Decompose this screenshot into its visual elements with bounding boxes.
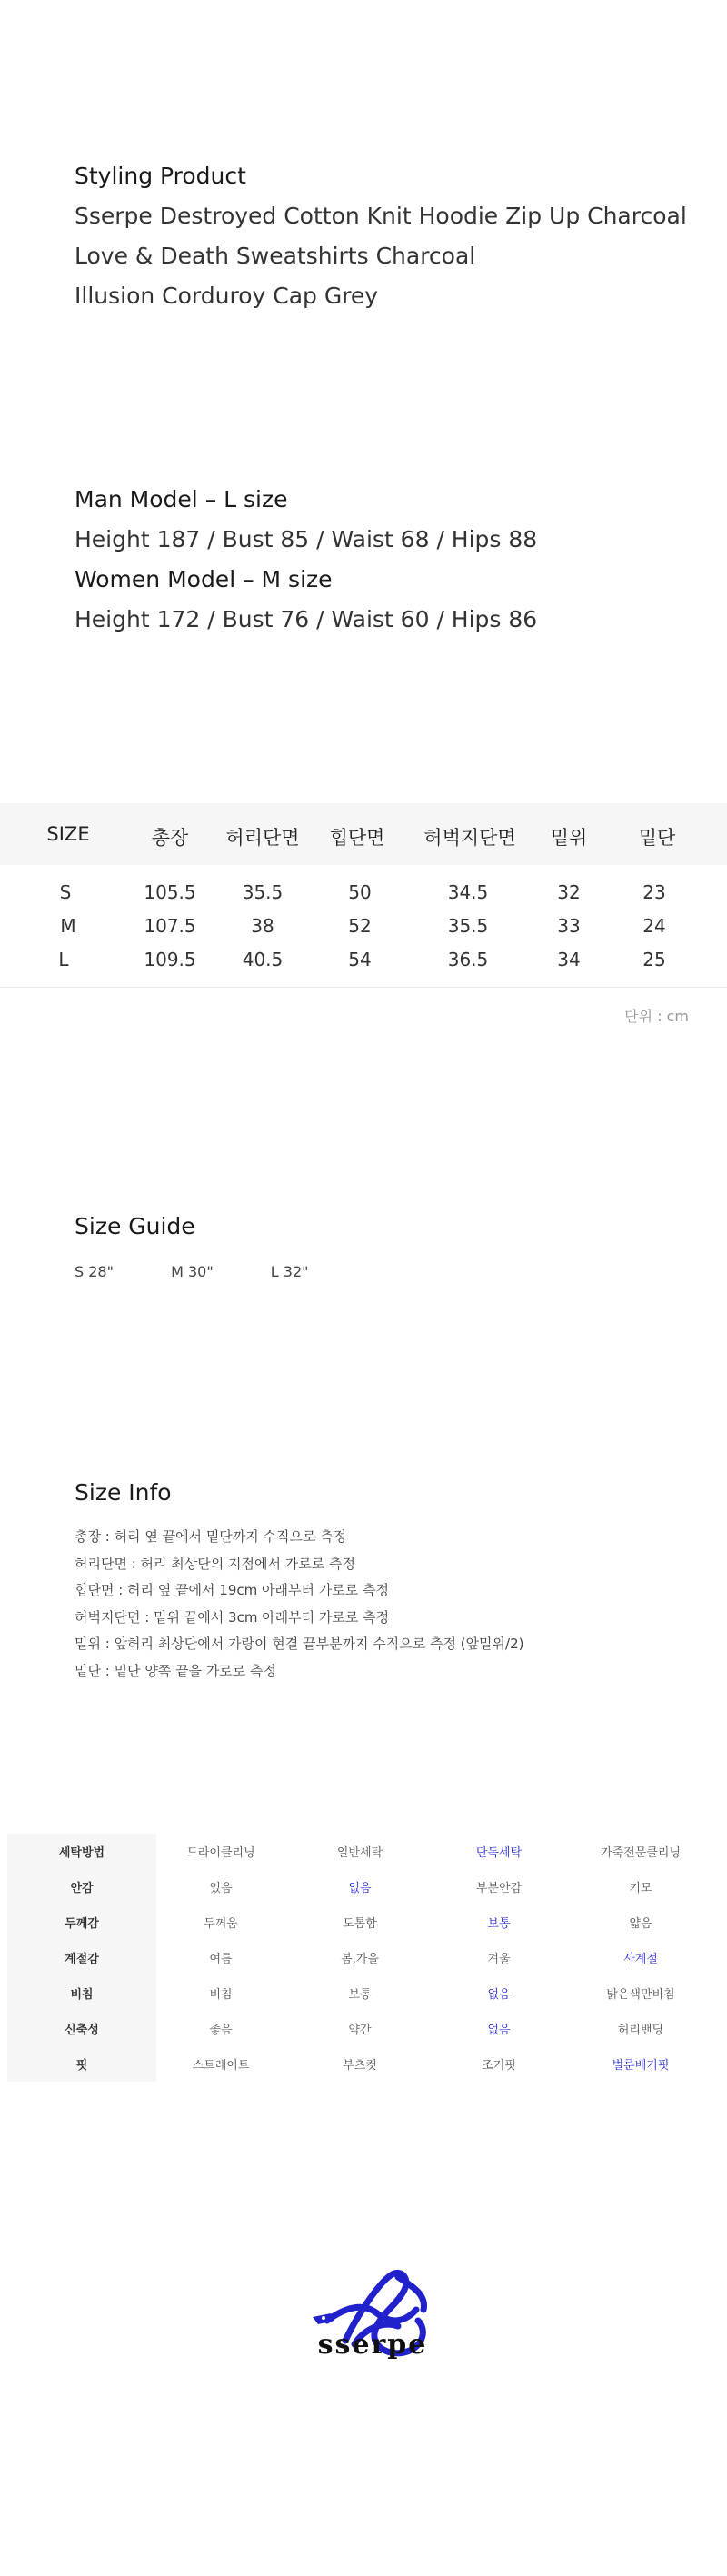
size-info-line: 허벅지단면 : 밑위 끝에서 3cm 아래부터 가로로 측정: [75, 1608, 390, 1626]
care-row-label: 세탁방법: [7, 1834, 156, 1869]
size-cell: M: [60, 915, 76, 937]
care-option: 약간: [348, 2024, 372, 2037]
size-cell: 25: [642, 949, 666, 970]
care-row-label: 신축성: [7, 2011, 156, 2046]
size-cell: 24: [642, 915, 666, 937]
size-cell: 32: [557, 881, 581, 903]
size-guide-option: L 32": [270, 1263, 309, 1280]
care-option: 기모: [629, 1882, 652, 1895]
care-option: 부츠컷: [343, 2059, 377, 2073]
care-row-wash: [7, 1834, 727, 1869]
model-info-section: [75, 480, 537, 640]
size-cell: 40.5: [242, 949, 284, 970]
size-header-cell: 힙단면: [329, 827, 385, 849]
size-info-line: 허리단면 : 허리 최상단의 지점에서 가로로 측정: [75, 1555, 355, 1572]
care-option: 도톰함: [343, 1917, 377, 1931]
care-row-season: [7, 1940, 727, 1975]
size-header-cell: 허벅지단면: [423, 827, 516, 849]
care-row-fit: [7, 2046, 727, 2082]
care-row-label: 비침: [7, 1975, 156, 2011]
care-option: 스트레이트: [192, 2059, 250, 2073]
care-table: [7, 1834, 727, 2082]
size-info-line: 총장 : 허리 옆 끝에서 밑단까지 수직으로 측정: [75, 1528, 347, 1545]
size-cell: 35.5: [242, 881, 284, 903]
care-option: 일반세탁: [336, 1846, 383, 1860]
size-info-line: 밑단 : 밑단 양쪽 끝을 가로로 측정: [75, 1662, 277, 1679]
styling-section: [75, 156, 687, 316]
care-row-stretch: [7, 2011, 727, 2046]
care-option: 얇음: [629, 1917, 652, 1931]
size-cell: 105.5: [144, 881, 196, 903]
care-option: 드라이클리닝: [186, 1846, 255, 1860]
care-option: 두꺼움: [204, 1917, 238, 1931]
care-row-label: 안감: [7, 1869, 156, 1905]
care-row-lining: [7, 1869, 727, 1905]
care-option-selected: 벌룬배기핏: [612, 2059, 670, 2073]
size-cell: 36.5: [447, 949, 489, 970]
size-cell: 52: [348, 915, 372, 937]
styling-title: Styling Product: [75, 163, 246, 189]
size-info-line: 밑위 : 앞허리 최상단에서 가랑이 현결 끝부분까지 수직으로 측정 (앞밑위/2): [75, 1636, 524, 1652]
care-option: 가죽전문클리닝: [601, 1846, 681, 1860]
size-header-cell: SIZE: [46, 823, 90, 845]
man-model-stats: Height 187 / Bust 85 / Waist 68 / Hips 88: [75, 526, 538, 552]
size-header-cell: 총장: [151, 827, 189, 849]
care-row-thickness: [7, 1905, 727, 1940]
styling-item: Sserpe Destroyed Cotton Knit Hoodie Zip Up Charcoal: [75, 203, 687, 229]
size-header-cell: 밑단: [638, 827, 676, 849]
size-guide-option: S 28": [75, 1263, 114, 1280]
size-cell: 23: [642, 881, 666, 903]
styling-item: Illusion Corduroy Cap Grey: [75, 283, 379, 309]
size-guide-title: Size Guide: [75, 1213, 195, 1239]
table-row: [0, 881, 727, 909]
table-row: [0, 915, 727, 942]
logo-wordmark: sserpe: [317, 2329, 428, 2361]
size-info-section: [75, 1477, 523, 1685]
care-row-label: 핏: [7, 2046, 156, 2082]
care-option-selected: 없음: [487, 2024, 511, 2037]
care-option: 여름: [209, 1953, 233, 1966]
care-option: 봄,가을: [341, 1953, 379, 1966]
care-option-selected: 단독세탁: [475, 1846, 523, 1860]
unit-note: 단위 : cm: [624, 1008, 689, 1025]
snake-logo-icon: [291, 2257, 454, 2384]
size-info-title: Size Info: [75, 1479, 172, 1506]
care-row-sheerness: [7, 1975, 727, 2011]
size-cell: 35.5: [447, 915, 489, 937]
size-cell: 109.5: [144, 949, 196, 970]
care-option: 부분안감: [475, 1882, 523, 1895]
size-cell: 107.5: [144, 915, 196, 937]
size-cell: 34.5: [447, 881, 489, 903]
size-info-line: 힙단면 : 허리 옆 끝에서 19cm 아래부터 가로로 측정: [75, 1582, 389, 1598]
care-option-selected: 없음: [348, 1882, 372, 1895]
care-row-label: 계절감: [7, 1940, 156, 1975]
care-option: 조거핏: [482, 2059, 516, 2073]
care-option-selected: 없음: [487, 1988, 511, 2002]
size-guide-option: M 30": [171, 1263, 214, 1280]
care-option: 비침: [209, 1988, 233, 2002]
man-model-title: Man Model – L size: [75, 486, 288, 512]
size-cell: L: [58, 949, 69, 970]
care-option: 좋음: [209, 2024, 233, 2037]
size-guide-options: [75, 1263, 361, 1280]
size-cell: S: [59, 881, 72, 903]
size-info-lines: [75, 1524, 523, 1685]
women-model-stats: Height 172 / Bust 76 / Waist 60 / Hips 86: [75, 606, 538, 632]
women-model-title: Women Model – M size: [75, 566, 333, 592]
care-option-selected: 보통: [487, 1917, 511, 1931]
care-option: 있음: [209, 1882, 233, 1895]
size-cell: 54: [348, 949, 372, 970]
care-option: 보통: [348, 1988, 372, 2002]
brand-logo: [291, 2257, 454, 2384]
care-option: 허리밴딩: [617, 2024, 664, 2037]
size-cell: 38: [251, 915, 274, 937]
size-guide-section: [75, 1210, 361, 1280]
care-option: 밝은색만비침: [606, 1988, 675, 2002]
size-cell: 50: [348, 881, 372, 903]
care-option: 겨울: [487, 1953, 511, 1966]
care-option-selected: 사계절: [623, 1953, 658, 1966]
size-header-cell: 밑위: [550, 827, 588, 849]
size-table-header: [0, 803, 727, 865]
size-cell: 33: [557, 915, 581, 937]
care-row-label: 두께감: [7, 1905, 156, 1940]
styling-item: Love & Death Sweatshirts Charcoal: [75, 243, 476, 269]
table-row: [0, 949, 727, 976]
size-header-cell: 허리단면: [225, 827, 300, 849]
size-cell: 34: [557, 949, 581, 970]
